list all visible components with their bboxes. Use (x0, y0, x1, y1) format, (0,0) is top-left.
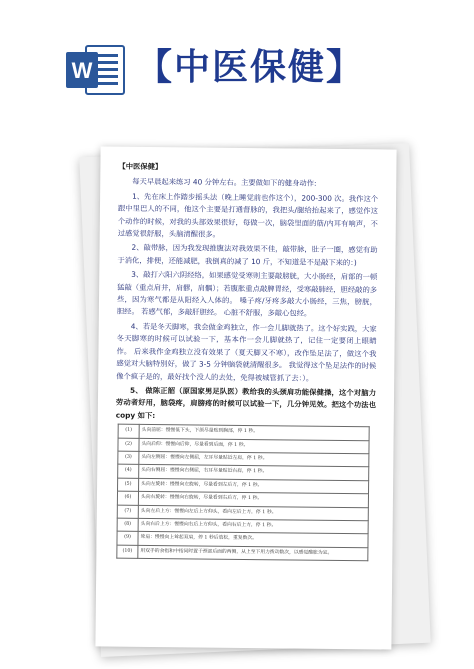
document-title: 【中医保健】 (136, 47, 365, 88)
row-number: (5) (118, 478, 139, 492)
row-number: (6) (117, 491, 138, 505)
exercise-table (116, 424, 369, 562)
logo-letter: W (71, 58, 93, 83)
row-text: 头向右侧屈：慢慢向右侧屈，右耳尽量贴近右肩，停 1 秒。 (139, 465, 369, 481)
document-content (114, 161, 378, 562)
row-text: 头向左旋转：慢慢向左旋转，尽量看到左后方，停 1 秒。 (139, 478, 369, 494)
paragraph-4: 4、若是冬天脚寒，我会做金鸡独立，作一会儿脚就热了。这个好实践，大家冬天脚寒的时候可以试验一下，基本作一会儿脚就热了，记住一定要闭上眼睛作。 后来我作金鸡独立没有效果了（夏天脚又不寒），改作坠足法了，做这个我感觉对大脑特别好，做了 3-5 分钟脑袋就清醒很多。 我觉得这个坠足法作的时候像个疯子是的，最好找个没人的去处，免得被城管抓了去：）。 (116, 321, 377, 383)
paragraph-1: 1、先在床上作踏步摇头法（晚上睡觉前也作这个），200-300 次。我作这个跟中里巴人的不同，他这个主要是打通督脉的，我把头/腿给抬起来了，感觉作这个动作的时候，对我的头部效果很好，每做一次，脑袋里面的筋/内耳有响声，不过感觉很舒服，头脑清醒很多。 (117, 191, 379, 239)
row-number: (9) (117, 532, 138, 546)
row-number: (2) (118, 438, 139, 452)
row-number: (1) (118, 424, 139, 438)
paragraph-5: 5、 做陈正韶（原国家男足队医）教给我的头颈肩功能保健操，这个对脑力劳动者好用，脑袋疼，肩膀疼的时候可以试验一下，几分钟见效。把这个功法也 copy 如下: (115, 385, 377, 420)
paragraph-intro: 每天早晨起来练习 40 分钟左右。主要做如下的健身动作: (132, 177, 317, 189)
row-number: (10) (117, 545, 138, 559)
word-document-icon (66, 42, 126, 98)
row-number: (3) (118, 451, 139, 465)
row-text: 头向右旋转：慢慢向右旋转，尽量看到右后方，停 1 秒。 (138, 492, 368, 508)
document-heading: 【中医保健】 (118, 161, 163, 172)
paragraph-2: 2、敲带脉，因为我发现推腹法对我效果不佳，敲带脉，肚子一圈，感觉有助于消化，排便，还能减肥，我倒真的减了 10 斤，不知道是不是敲下来的：) (117, 243, 378, 267)
row-text: 耸肩：慢慢向上耸起双肩，停 1 秒后放松，重复数次。 (138, 532, 368, 548)
row-number: (7) (117, 505, 138, 519)
row-number: (8) (117, 518, 138, 532)
table-row (117, 545, 368, 561)
row-text: 头向后仰：慢慢向后仰，尽量看到后面，停 1 秒。 (139, 438, 369, 454)
row-number: (4) (118, 465, 139, 479)
document-page (95, 146, 396, 649)
paragraph-3: 3、敲打六阳六阴经络，如果感觉受寒则主要敲膀胱，大小肠经，肩部的一顿猛敲（重点肩井，肩髎，肩髃）；若腹胀重点敲脾胃经，受寒敲肺经，胆经敲的多些，因为寒气都是从阳经入人体的。 嗓子疼/牙疼多敲大小肠经，三焦，膀胱，胆经。 若感气郁，多敲肝胆经。 心脏不舒服，多敲心包经。 (116, 270, 378, 319)
page-header (0, 0, 474, 110)
row-text: 头向前屈：慢慢低下头，下颌尽量贴到胸部，停 1 秒。 (139, 425, 369, 441)
row-text: 头向左侧屈：慢慢向左侧屈，左耳尽量贴近左肩，停 1 秒。 (139, 451, 369, 467)
row-text: 头向右后上方：慢慢向右后上方仰头，看向右后上方，停 1 秒。 (138, 518, 368, 534)
row-text: 用双手的食指和中指同时置于颈部后面的两侧，从上至下用力拨动数次，以感觉酸胀为宜。 (138, 545, 368, 561)
row-text: 头向左后上方：慢慢向左后上方仰头，看向左后上方，停 1 秒。 (138, 505, 368, 521)
